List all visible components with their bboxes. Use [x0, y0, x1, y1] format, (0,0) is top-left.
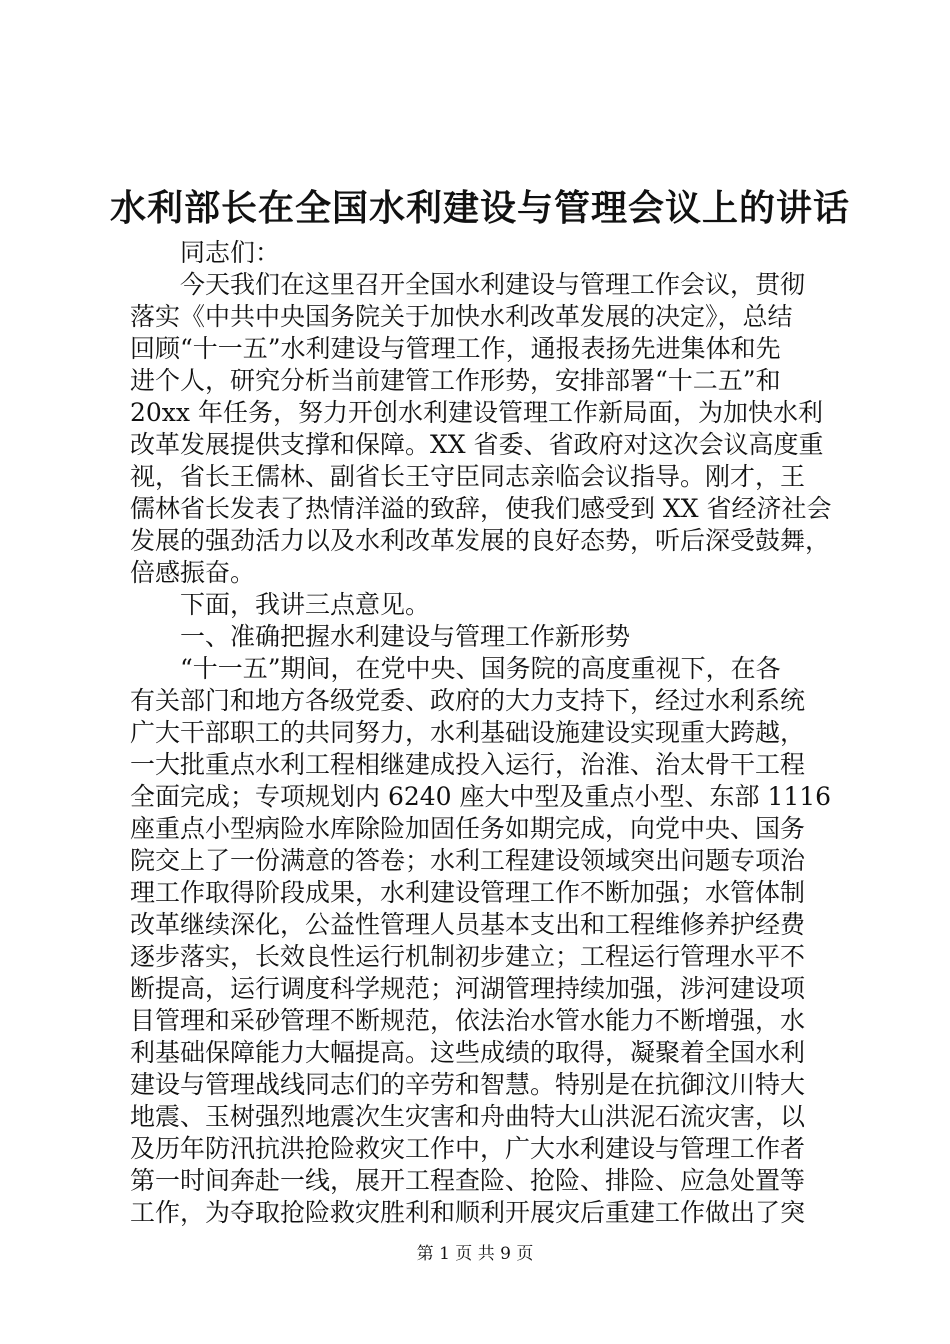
paragraph-line: 发展的强劲活力以及水利改革发展的良好态势，听后深受鼓舞， — [130, 526, 831, 555]
paragraph-line: 改革发展提供支撑和保障。XX 省委、省政府对这次会议高度重 — [130, 430, 824, 459]
paragraph-line: 院交上了一份满意的答卷；水利工程建设领域突出问题专项治 — [130, 846, 806, 875]
paragraph-line: 座重点小型病险水库除险加固任务如期完成，向党中央、国务 — [130, 814, 806, 843]
paragraph-line: 工作，为夺取抢险救灾胜利和顺利开展灾后重建工作做出了突 — [130, 1198, 806, 1227]
paragraph-line: 有关部门和地方各级党委、政府的大力支持下，经过水利系统 — [130, 686, 806, 715]
page-footer: 第 1 页 共 9 页 — [416, 1244, 534, 1264]
paragraph-line: 建设与管理战线同志们的辛劳和智慧。特别是在抗御汶川特大 — [130, 1070, 806, 1099]
paragraph-line: 改革继续深化，公益性管理人员基本支出和工程维修养护经费 — [130, 910, 806, 939]
paragraph-line: 逐步落实，长效良性运行机制初步建立；工程运行管理水平不 — [130, 942, 806, 971]
paragraph-line: 回顾“十一五”水利建设与管理工作，通报表扬先进集体和先 — [130, 334, 781, 363]
paragraph-line: 儒林省长发表了热情洋溢的致辞，使我们感受到 XX 省经济社会 — [130, 494, 832, 523]
paragraph-line: 落实《中共中央国务院关于加快水利改革发展的决定》，总结 — [130, 302, 793, 331]
paragraph-line: 第一时间奔赴一线，展开工程查险、抢险、排险、应急处置等 — [130, 1166, 806, 1195]
paragraph-line: 理工作取得阶段成果，水利建设管理工作不断加强；水管体制 — [130, 878, 806, 907]
paragraph-line: 目管理和采砂管理不断规范，依法治水管水能力不断增强，水 — [130, 1006, 806, 1035]
paragraph-line: 进个人，研究分析当前建管工作形势，安排部署“十二五”和 — [130, 366, 781, 395]
salutation-line: 同志们： — [180, 238, 281, 267]
paragraph-line: 及历年防汛抗洪抢险救灾工作中，广大水利建设与管理工作者 — [130, 1134, 806, 1163]
paragraph-line: 20xx 年任务，努力开创水利建设管理工作新局面，为加快水利 — [130, 398, 823, 427]
section-heading: 一、准确把握水利建设与管理工作新形势 — [180, 622, 631, 651]
paragraph-line: 断提高，运行调度科学规范；河湖管理持续加强，涉河建设项 — [130, 974, 806, 1003]
paragraph-line: 倍感振奋。 — [130, 558, 256, 587]
paragraph-line: 全面完成；专项规划内 6240 座大中型及重点小型、东部 1116 — [130, 782, 832, 811]
paragraph-line: 今天我们在这里召开全国水利建设与管理工作会议，贯彻 — [180, 270, 806, 299]
paragraph-line: 一大批重点水利工程相继建成投入运行，治淮、治太骨干工程 — [130, 750, 806, 779]
document-title: 水利部长在全国水利建设与管理会议上的讲话 — [109, 187, 850, 229]
paragraph-line: 视，省长王儒林、副省长王守臣同志亲临会议指导。刚才，王 — [130, 462, 806, 491]
paragraph-line: “十一五”期间，在党中央、国务院的高度重视下，在各 — [180, 654, 781, 683]
paragraph-line: 地震、玉树强烈地震次生灾害和舟曲特大山洪泥石流灾害，以 — [130, 1102, 806, 1131]
paragraph-line: 广大干部职工的共同努力，水利基础设施建设实现重大跨越， — [130, 718, 806, 747]
paragraph-line: 利基础保障能力大幅提高。这些成绩的取得，凝聚着全国水利 — [130, 1038, 806, 1067]
paragraph-line: 下面，我讲三点意见。 — [180, 590, 431, 619]
